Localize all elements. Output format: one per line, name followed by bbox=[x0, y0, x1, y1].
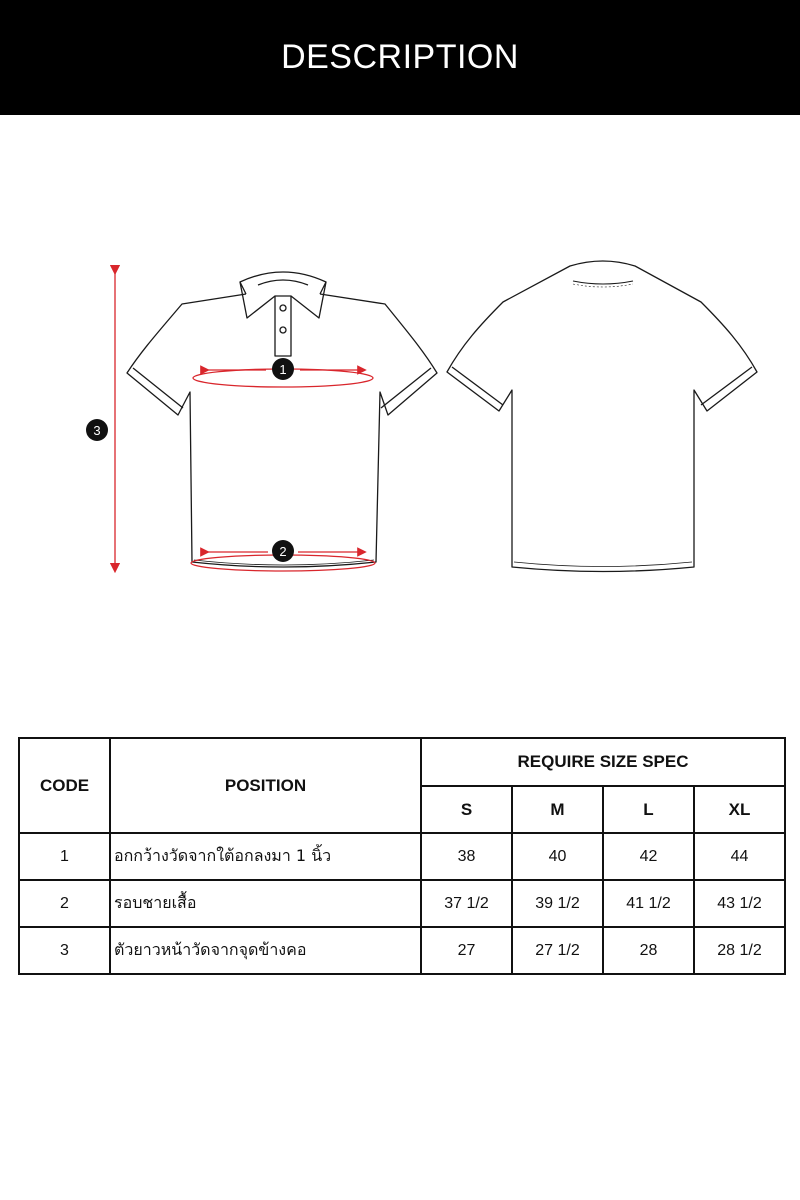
marker-2-label: 2 bbox=[279, 544, 287, 559]
marker-3-badge bbox=[86, 419, 108, 441]
row-code: 2 bbox=[19, 880, 110, 927]
size-header-l: L bbox=[603, 786, 694, 833]
row-position: ตัวยาวหน้าวัดจากจุดข้างคอ bbox=[110, 927, 421, 974]
row-value-l: 41 1/2 bbox=[603, 880, 694, 927]
size-header-xl: XL bbox=[694, 786, 785, 833]
row-value-s: 38 bbox=[421, 833, 512, 880]
row-value-m: 27 1/2 bbox=[512, 927, 603, 974]
marker-2-badge bbox=[272, 540, 294, 562]
row-value-xl: 43 1/2 bbox=[694, 880, 785, 927]
position-header: POSITION bbox=[110, 738, 421, 833]
table-row bbox=[19, 880, 785, 927]
row-value-xl: 28 1/2 bbox=[694, 927, 785, 974]
table-row bbox=[19, 833, 785, 880]
size-header-m: M bbox=[512, 786, 603, 833]
row-position: รอบชายเสื้อ bbox=[110, 880, 421, 927]
marker-3-label: 3 bbox=[93, 423, 101, 438]
back-shirt bbox=[447, 261, 757, 572]
row-value-s: 27 bbox=[421, 927, 512, 974]
row-value-xl: 44 bbox=[694, 833, 785, 880]
row-value-s: 37 1/2 bbox=[421, 880, 512, 927]
row-value-l: 42 bbox=[603, 833, 694, 880]
require-size-spec-header: REQUIRE SIZE SPEC bbox=[421, 738, 785, 786]
size-spec-table bbox=[18, 737, 786, 975]
shirt-diagram bbox=[0, 240, 800, 600]
marker-1-label: 1 bbox=[279, 362, 287, 377]
header-bar bbox=[0, 0, 800, 115]
row-value-m: 39 1/2 bbox=[512, 880, 603, 927]
row-value-m: 40 bbox=[512, 833, 603, 880]
row-code: 1 bbox=[19, 833, 110, 880]
table-row bbox=[19, 927, 785, 974]
code-header: CODE bbox=[19, 738, 110, 833]
front-shirt bbox=[127, 272, 437, 567]
marker-1-badge bbox=[272, 358, 294, 380]
row-position: อกกว้างวัดจากใต้อกลงมา 1 นิ้ว bbox=[110, 833, 421, 880]
row-code: 3 bbox=[19, 927, 110, 974]
size-header-s: S bbox=[421, 786, 512, 833]
page-title: DESCRIPTION bbox=[281, 38, 519, 76]
row-value-l: 28 bbox=[603, 927, 694, 974]
